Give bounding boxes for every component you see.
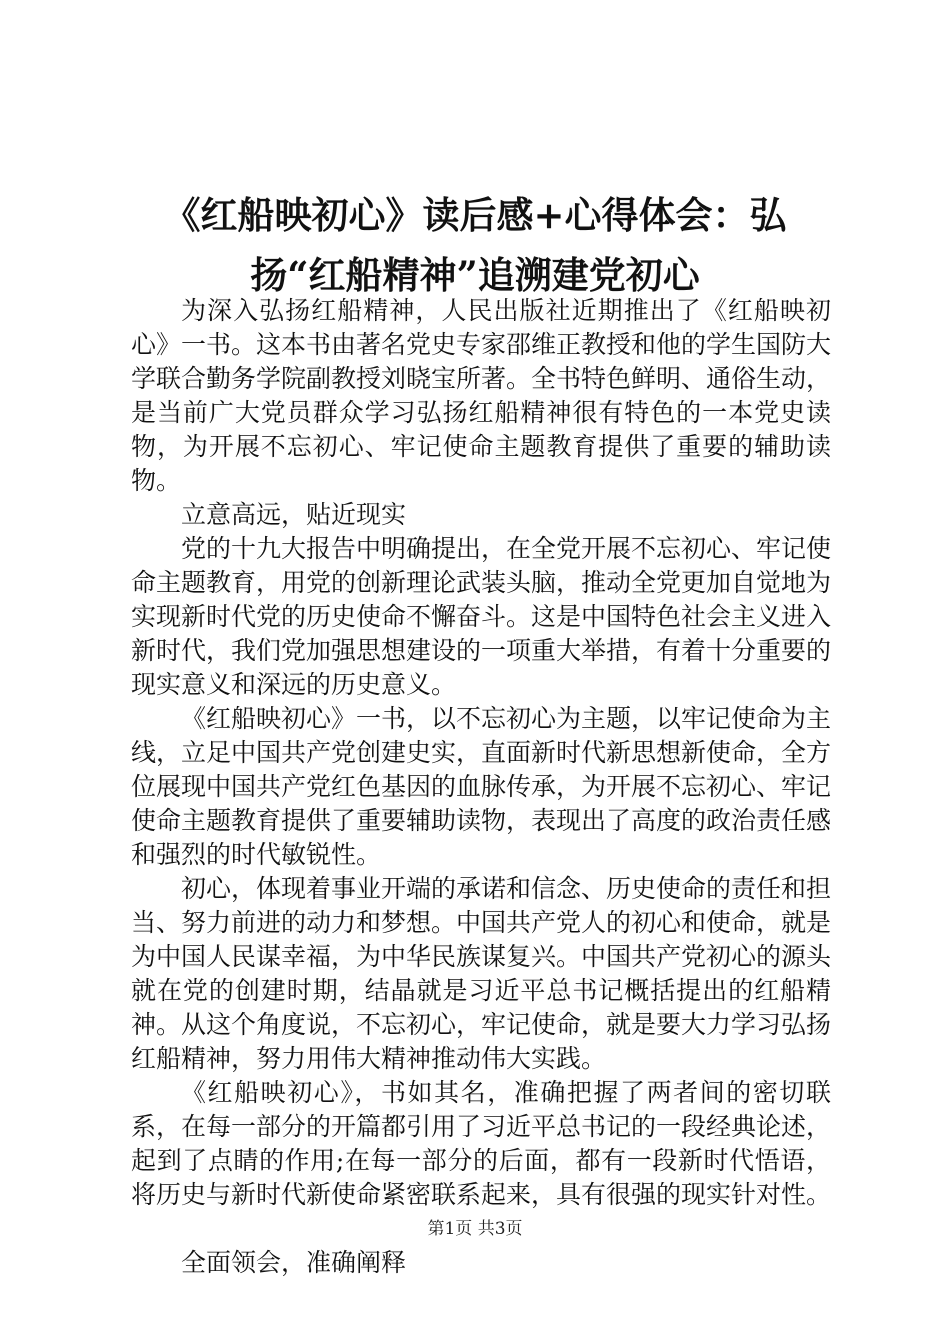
- page-number-footer: 第1页 共3页: [427, 1219, 523, 1239]
- document-body: [131, 294, 831, 1280]
- paragraph: 《红船映初心》，书如其名，准确把握了两者间的密切联系，在每一部分的开篇都引用了习近平总书记的一段经典论述，起到了点睛的作用;在每一部分的后面，都有一段新时代悟语，将历史与新时代新使命紧密联系起来，具有很强的现实针对性。: [131, 1078, 832, 1209]
- paragraph: 《红船映初心》一书，以不忘初心为主题，以牢记使命为主线，立足中国共产党创建史实，直面新时代新思想新使命，全方位展现中国共产党红色基因的血脉传承，为开展不忘初心、牢记使命主题教育提供了重要辅助读物，表现出了高度的政治责任感和强烈的时代敏锐性。: [131, 704, 832, 869]
- section-heading: 全面领会，准确阐释: [181, 1248, 407, 1277]
- paragraph: 党的十九大报告中明确提出，在全党开展不忘初心、牢记使命主题教育，用党的创新理论武装头脑，推动全党更加自觉地为实现新时代党的历史使命不懈奋斗。这是中国特色社会主义进入新时代，我们党加强思想建设的一项重大举措，有着十分重要的现实意义和深远的历史意义。: [131, 534, 832, 699]
- paragraph-intro: 为深入弘扬红船精神，人民出版社近期推出了《红船映初心》一书。这本书由著名党史专家邵维正教授和他的学生国防大学联合勤务学院副教授刘晓宝所著。全书特色鲜明、通俗生动，是当前广大党员群众学习弘扬红船精神很有特色的一本党史读物，为开展不忘初心、牢记使命主题教育提供了重要的辅助读物。: [131, 296, 832, 495]
- section-heading: 立意高远，贴近现实: [181, 500, 407, 529]
- document-title: 《红船映初心》读后感+心得体会：弘扬“红船精神”追溯建党初心: [163, 192, 787, 297]
- paragraph: 初心，体现着事业开端的承诺和信念、历史使命的责任和担当、努力前进的动力和梦想。中国共产党人的初心和使命，就是为中国人民谋幸福，为中华民族谋复兴。中国共产党初心的源头就在党的创建时期，结晶就是习近平总书记概括提出的红船精神。从这个角度说，不忘初心，牢记使命，就是要大力学习弘扬红船精神，努力用伟大精神推动伟大实践。: [131, 874, 832, 1073]
